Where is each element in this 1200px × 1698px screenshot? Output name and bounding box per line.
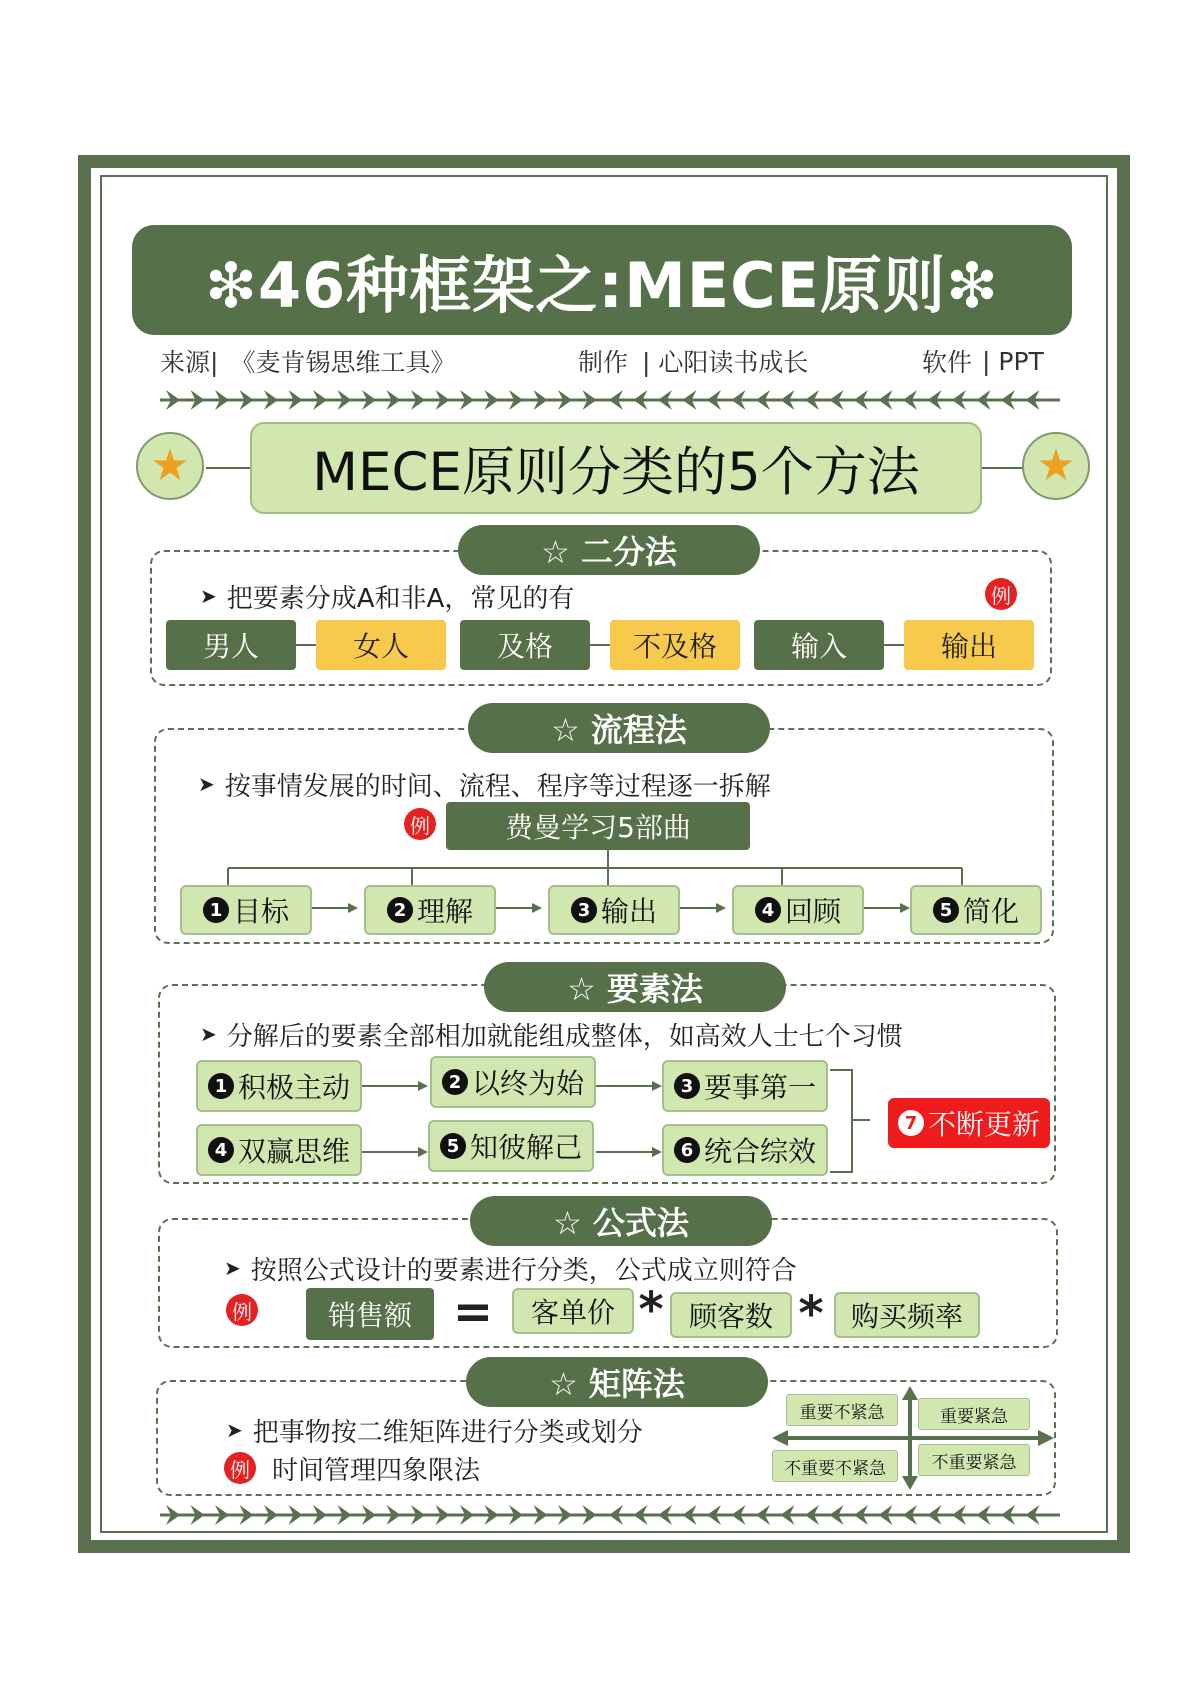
binary-pair-3-a: 输入 bbox=[754, 620, 884, 670]
section-formula-title: ☆ 公式法 bbox=[470, 1196, 772, 1246]
example-badge-binary: 例 bbox=[985, 578, 1017, 610]
step-number-badge: 1 bbox=[203, 897, 229, 923]
step-number-badge: 5 bbox=[933, 897, 959, 923]
process-step-4-label: 回顾 bbox=[784, 895, 841, 928]
binary-pair-3-b: 输出 bbox=[904, 620, 1034, 670]
section-element-title: ☆ 要素法 bbox=[484, 962, 786, 1012]
section-binary-desc bbox=[200, 578, 574, 614]
matrix-quadrant-2: 重要紧急 bbox=[918, 1398, 1030, 1430]
process-step-1 bbox=[180, 885, 312, 935]
subtitle-connector-right bbox=[982, 467, 1024, 469]
section-element-desc-text: 分解后的要素全部相加就能组成整体，如高效人士七个习惯 bbox=[226, 1021, 903, 1052]
credits-author-label: 制作 bbox=[578, 348, 629, 377]
formula-factor-3: 购买频率 bbox=[834, 1292, 980, 1338]
step-number-badge: 7 bbox=[898, 1110, 924, 1136]
process-step-2-label: 理解 bbox=[416, 895, 473, 928]
page-title: ❇46种框架之:MECE原则❇ bbox=[132, 225, 1072, 335]
example-badge-formula: 例 bbox=[226, 1294, 258, 1326]
equals-sign: = bbox=[452, 1284, 494, 1340]
credits-software bbox=[922, 344, 1044, 378]
step-number-badge: 2 bbox=[387, 897, 413, 923]
formula-result: 销售额 bbox=[306, 1288, 434, 1340]
subtitle-banner: MECE原则分类的5个方法 bbox=[250, 422, 982, 514]
matrix-example: 时间管理四象限法 bbox=[272, 1455, 481, 1486]
credits-software-label: 软件 bbox=[922, 348, 973, 377]
section-matrix-title: ☆ 矩阵法 bbox=[466, 1357, 768, 1407]
process-root: 费曼学习5部曲 bbox=[446, 802, 750, 850]
habit-6 bbox=[662, 1124, 828, 1176]
subtitle-connector-left bbox=[206, 467, 250, 469]
step-number-badge: 6 bbox=[674, 1137, 700, 1163]
section-process-desc bbox=[198, 766, 771, 802]
credits-author-value: | 心阳读书成长 bbox=[642, 348, 809, 377]
binary-pair-2-connector bbox=[590, 644, 610, 646]
habit-7-highlight bbox=[888, 1098, 1050, 1148]
section-binary-title: ☆ 二分法 bbox=[458, 525, 760, 575]
section-matrix-desc bbox=[226, 1412, 643, 1448]
triangle-bullet-icon: ➤ bbox=[200, 1022, 217, 1046]
habit-3-label: 要事第一 bbox=[703, 1071, 816, 1104]
matrix-quadrant-1: 重要不紧急 bbox=[786, 1394, 898, 1426]
process-step-3-label: 输出 bbox=[600, 895, 657, 928]
star-icon-right: ★ bbox=[1022, 432, 1090, 500]
example-badge-matrix: 例 bbox=[224, 1452, 256, 1484]
binary-pair-1-b: 女人 bbox=[316, 620, 446, 670]
vine-divider-bottom bbox=[160, 1500, 1060, 1530]
credits-software-value: | PPT bbox=[982, 346, 1044, 376]
triangle-bullet-icon: ➤ bbox=[224, 1256, 241, 1280]
triangle-bullet-icon: ➤ bbox=[200, 584, 217, 608]
credits-source-value: 《麦肯锡思维工具》 bbox=[230, 348, 456, 377]
credits-source bbox=[160, 344, 455, 378]
formula-factor-2: 顾客数 bbox=[670, 1292, 792, 1338]
example-badge-process: 例 bbox=[404, 808, 436, 840]
section-element-desc bbox=[200, 1016, 903, 1052]
process-step-4 bbox=[732, 885, 864, 935]
section-formula-desc bbox=[224, 1250, 797, 1286]
step-number-badge: 2 bbox=[442, 1069, 468, 1095]
binary-pair-3-connector bbox=[884, 644, 904, 646]
process-step-1-label: 目标 bbox=[232, 895, 289, 928]
binary-pair-1-a: 男人 bbox=[166, 620, 296, 670]
binary-pair-2-b: 不及格 bbox=[610, 620, 740, 670]
binary-pair-1-connector bbox=[296, 644, 316, 646]
step-number-badge: 1 bbox=[208, 1073, 234, 1099]
step-number-badge: 4 bbox=[755, 897, 781, 923]
triangle-bullet-icon: ➤ bbox=[226, 1418, 243, 1442]
habit-5-label: 知彼解己 bbox=[469, 1131, 582, 1164]
habit-7-label: 不断更新 bbox=[927, 1108, 1040, 1141]
section-process-desc-text: 按事情发展的时间、流程、程序等过程逐一拆解 bbox=[224, 771, 771, 802]
habit-1 bbox=[196, 1060, 362, 1112]
step-number-badge: 5 bbox=[440, 1133, 466, 1159]
formula-factor-1: 客单价 bbox=[512, 1288, 634, 1334]
times-sign-1: * bbox=[638, 1282, 664, 1338]
process-step-2 bbox=[364, 885, 496, 935]
process-step-3 bbox=[548, 885, 680, 935]
habit-4 bbox=[196, 1124, 362, 1176]
section-process-title: ☆ 流程法 bbox=[468, 703, 770, 753]
vine-divider-top bbox=[160, 385, 1060, 415]
step-number-badge: 4 bbox=[208, 1137, 234, 1163]
credits-author bbox=[578, 344, 808, 378]
triangle-bullet-icon: ➤ bbox=[198, 772, 215, 796]
binary-pair-2-a: 及格 bbox=[460, 620, 590, 670]
section-binary-desc-text: 把要素分成A和非A，常见的有 bbox=[226, 583, 575, 614]
section-formula-desc-text: 按照公式设计的要素进行分类，公式成立则符合 bbox=[250, 1255, 797, 1286]
habit-5 bbox=[428, 1120, 594, 1172]
step-number-badge: 3 bbox=[674, 1073, 700, 1099]
habit-2-label: 以终为始 bbox=[471, 1067, 584, 1100]
habit-4-label: 双赢思维 bbox=[237, 1135, 350, 1168]
habit-6-label: 统合综效 bbox=[703, 1135, 816, 1168]
star-icon-left: ★ bbox=[136, 432, 204, 500]
process-step-5 bbox=[910, 885, 1042, 935]
step-number-badge: 3 bbox=[571, 897, 597, 923]
times-sign-2: * bbox=[798, 1286, 824, 1342]
habit-3 bbox=[662, 1060, 828, 1112]
habit-2 bbox=[430, 1056, 596, 1108]
matrix-quadrant-4: 不重要紧急 bbox=[918, 1444, 1030, 1476]
credits-source-label: 来源| bbox=[160, 348, 219, 377]
habit-1-label: 积极主动 bbox=[237, 1071, 350, 1104]
matrix-quadrant-3: 不重要不紧急 bbox=[772, 1450, 898, 1482]
process-step-5-label: 简化 bbox=[962, 895, 1019, 928]
section-matrix-desc-text: 把事物按二维矩阵进行分类或划分 bbox=[252, 1417, 643, 1448]
